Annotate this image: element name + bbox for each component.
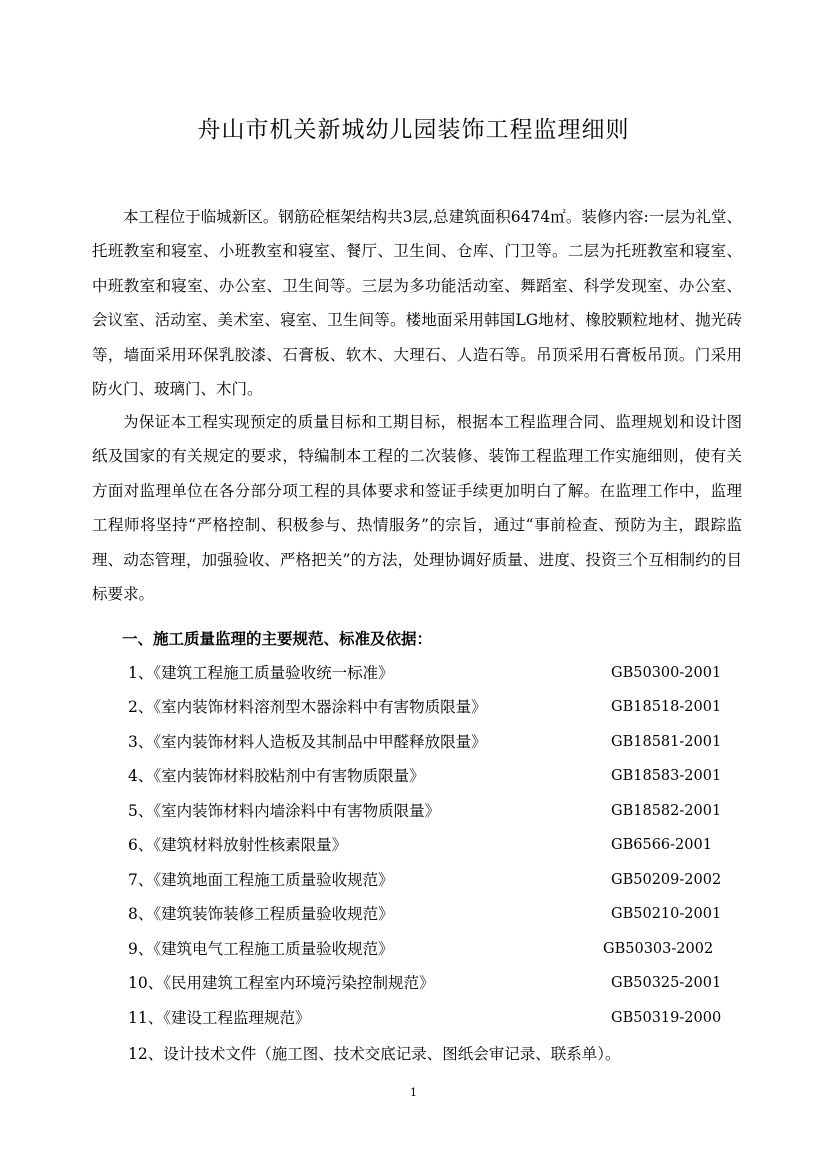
reference-title: 10、《民用建筑工程室内环境污染控制规范》 — [128, 974, 435, 992]
page-number: 1 — [410, 1086, 417, 1099]
reference-item — [128, 1001, 748, 1035]
reference-item — [128, 794, 748, 828]
design-documents-item: 12、设计技术文件（施工图、技术交底记录、图纸会审记录、联系单）。 — [128, 1045, 621, 1063]
reference-item — [128, 863, 748, 897]
project-overview-paragraph: 本工程位于临城新区。钢筋砼框架结构共3层,总建筑面积6474㎡。装修内容:一层为礼堂、托班教室和寝室、小班教室和寝室、餐厅、卫生间、仓库、门卫等。二层为托班教室和寝室、中班教室和寝室、办公室、卫生间等。三层为多功能活动室、舞蹈室、科学发现室、办公室、会议室、活动室、美术室、寝室、卫生间等。楼地面采用韩国LG地材、橡胶颗粒地材、抛光砖等，墙面采用环保乳胶漆、石膏板、软木、大理石、人造石等。吊顶采用石膏板吊顶。门采用防火门、玻璃门、木门。 — [92, 208, 742, 399]
reference-title: 11、《建设工程监理规范》 — [128, 1009, 311, 1027]
reference-code: GB18582-2001 — [611, 803, 722, 819]
reference-item — [128, 966, 748, 1000]
reference-code: GB50319-2000 — [611, 1010, 722, 1026]
reference-title: 3、《室内装饰材料人造板及其制品中甲醛释放限量》 — [128, 733, 487, 751]
reference-title: 5、《室内装饰材料内墙涂料中有害物质限量》 — [128, 802, 441, 820]
reference-code: GB18581-2001 — [611, 734, 722, 750]
section-heading: 一、施工质量监理的主要规范、标准及依据： — [122, 630, 433, 648]
reference-code: GB18583-2001 — [611, 768, 722, 784]
reference-title: 7、《建筑地面工程施工质量验收规范》 — [128, 871, 394, 889]
reference-title: 6、《建筑材料放射性核素限量》 — [128, 836, 348, 854]
reference-item — [128, 897, 748, 931]
supervision-purpose-paragraph: 为保证本工程实现预定的质量目标和工期目标，根据本工程监理合同、监理规划和设计图纸及国家的有关规定的要求，特编制本工程的二次装修、装饰工程监理工作实施细则，使有关方面对监理单位在各分部分项工程的具体要求和签证手续更加明白了解。在监理工作中，监理工程师将坚持“严格控制、积极参与、热情服务”的宗旨，通过“事前检查、预防为主，跟踪监理、动态管理，加强验收、严格把关”的方法，处理协调好质量、进度、投资三个互相制约的目标要求。 — [92, 413, 742, 604]
reference-code: GB50209-2002 — [611, 872, 722, 888]
reference-item — [128, 656, 748, 690]
reference-code: GB50303-2002 — [603, 941, 714, 957]
reference-title: 2、《室内装饰材料溶剂型木器涂料中有害物质限量》 — [128, 698, 487, 716]
reference-item — [128, 828, 748, 862]
reference-title: 4、《室内装饰材料胶粘剂中有害物质限量》 — [128, 767, 425, 785]
reference-item — [128, 932, 748, 966]
reference-item — [128, 690, 748, 724]
reference-code: GB50325-2001 — [611, 975, 722, 991]
reference-title: 8、《建筑装饰装修工程质量验收规范》 — [128, 905, 394, 923]
document-title: 舟山市机关新城幼儿园装饰工程监理细则 — [197, 117, 630, 143]
reference-code: GB6566-2001 — [611, 837, 712, 853]
reference-code: GB50210-2001 — [611, 906, 722, 922]
reference-code: GB18518-2001 — [611, 699, 722, 715]
reference-title: 9、《建筑电气工程施工质量验收规范》 — [128, 940, 394, 958]
reference-item — [128, 759, 748, 793]
reference-item — [128, 725, 748, 759]
reference-title: 1、《建筑工程施工质量验收统一标准》 — [128, 664, 394, 682]
reference-code: GB50300-2001 — [611, 665, 722, 681]
